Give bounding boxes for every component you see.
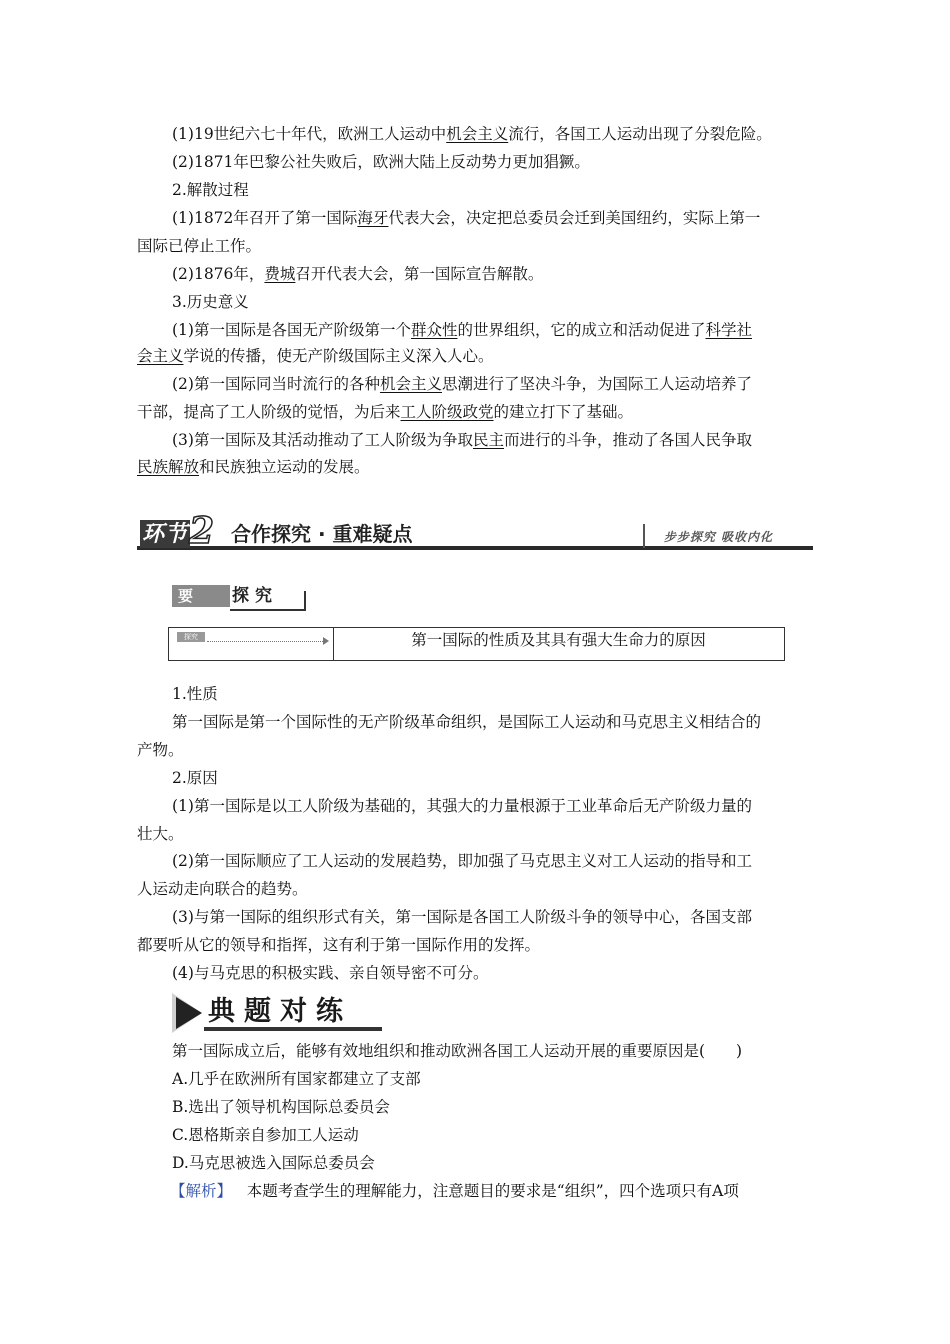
play-icon [176,997,202,1029]
key-point-tag [172,585,306,627]
significance-heading: 3.历史意义 [172,293,249,311]
significance-item-3-cont: 民族解放和民族独立运动的发展。 [137,458,370,476]
banner-title: 合作探究 · 重难疑点 [231,522,413,546]
significance-item-2-cont: 干部，提高了工人阶级的觉悟，为后来工人阶级政党的建立打下了基础。 [137,403,634,421]
reason-1: (1)第一国际是以工人阶级为基础的，其强大的力量根源于工业革命后无产阶级力量的 [172,797,752,815]
dissolution-heading: 2.解散过程 [172,181,249,199]
reason-3-cont: 都要听从它的领导和指挥，这有利于第一国际作用的发挥。 [137,936,541,954]
explore-box-left [169,628,334,660]
key-point-dark-label: 要点 [172,585,230,607]
option-b[interactable]: B.选出了领导机构国际总委员会 [172,1098,390,1116]
dissolution-item-1-cont: 国际已停止工作。 [137,237,262,255]
dotted-arrow-icon [207,641,325,642]
reason-2: (2)第一国际顺应了工人运动的发展趋势，即加强了马克思主义对工人运动的指导和工 [172,852,752,870]
option-c[interactable]: C.恩格斯亲自参加工人运动 [172,1126,359,1144]
explore-box [168,627,785,661]
analysis-text: 本题考查学生的理解能力，注意题目的要求是“组织”，四个选项只有A项 [246,1182,739,1200]
explore-chip: 探究 [177,632,205,642]
option-d[interactable]: D.马克思被选入国际总委员会 [172,1154,375,1172]
question-text: 第一国际成立后，能够有效地组织和推动欧洲各国工人运动开展的重要原因是( ) [172,1042,743,1060]
significance-item-1: (1)第一国际是各国无产阶级第一个群众性的世界组织，它的成立和活动促进了科学社 [172,321,753,339]
nature-text: 第一国际是第一个国际性的无产阶级革命组织，是国际工人运动和马克思主义相结合的 [172,713,762,731]
significance-item-3: (3)第一国际及其活动推动了工人阶级为争取民主而进行的斗争，推动了各国人民争取 [172,431,752,449]
significance-item-2: (2)第一国际同当时流行的各种机会主义思潮进行了坚决斗争，为国际工人运动培养了 [172,375,752,393]
option-a[interactable]: A.几乎在欧洲所有国家都建立了支部 [172,1070,421,1088]
banner-divider [643,524,645,548]
practice-underline [204,1027,382,1031]
key-point-end-bar [304,591,306,611]
dissolution-item-1: (1)1872年召开了第一国际海牙代表大会，决定把总委员会迁到美国纽约，实际上第一 [172,209,761,227]
nature-heading: 1.性质 [172,685,218,703]
reason-3: (3)与第一国际的组织形式有关，第一国际是各国工人阶级斗争的领导中心，各国支部 [172,908,752,926]
significance-item-1-cont: 会主义学说的传播，使无产阶级国际主义深入人心。 [137,347,494,365]
practice-title: 典题对练 [208,996,352,1027]
banner-tag: 环节 [142,521,189,547]
reason-2-cont: 人运动走向联合的趋势。 [137,880,308,898]
reasons-heading: 2.原因 [172,769,218,787]
analysis-label: 【解析】 [170,1182,233,1200]
background-item-1: (1)19世纪六七十年代，欧洲工人运动中机会主义流行，各国工人运动出现了分裂危险。 [172,125,772,143]
dissolution-item-2: (2)1876年，费城召开代表大会，第一国际宣告解散。 [172,265,544,283]
key-point-underline [230,609,306,611]
banner-number: 2 [189,510,215,552]
arrowhead-icon [323,637,329,645]
explore-title: 第一国际的性质及其具有强大生命力的原因 [411,631,706,649]
key-point-light-label: 探究 [232,586,278,606]
practice-banner [172,993,382,1033]
banner-subtitle: 步步探究 吸收内化 [663,530,773,544]
reason-1-cont: 壮大。 [137,825,184,843]
background-item-2: (2)1871年巴黎公社失败后，欧洲大陆上反动势力更加猖獗。 [172,153,590,171]
analysis [170,1181,739,1201]
nature-text-cont: 产物。 [137,741,184,759]
reason-4: (4)与马克思的积极实践、亲自领导密不可分。 [172,964,489,982]
section-banner [137,510,813,552]
